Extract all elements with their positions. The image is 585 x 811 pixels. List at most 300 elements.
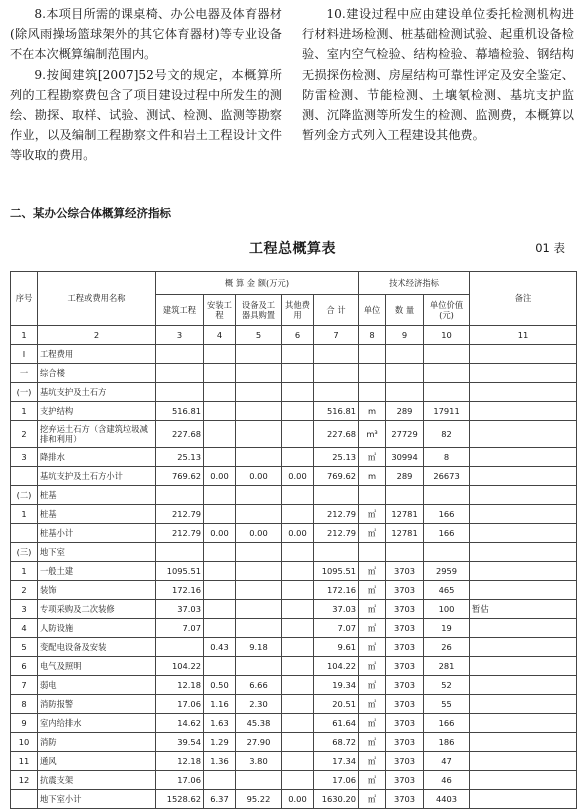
row-name: 一般土建 — [38, 562, 156, 581]
row-equip: 0.00 — [236, 524, 282, 543]
row-unit-price: 26673 — [424, 467, 470, 486]
row-unit-price: 47 — [424, 752, 470, 771]
table-row — [11, 505, 577, 524]
row-seq — [11, 467, 38, 486]
row-unit-price: 52 — [424, 676, 470, 695]
left-column — [10, 4, 282, 166]
row-total: 7.07 — [314, 619, 359, 638]
row-equip: 27.90 — [236, 733, 282, 752]
row-qty — [386, 383, 424, 402]
row-seq: 1 — [11, 562, 38, 581]
row-other — [282, 562, 314, 581]
row-qty — [386, 345, 424, 364]
column-number-row — [11, 326, 577, 345]
row-unit: ㎡ — [359, 562, 386, 581]
row-install — [204, 345, 236, 364]
row-name: 基坑支护及土石方 — [38, 383, 156, 402]
row-build: 104.22 — [156, 657, 204, 676]
row-qty: 3703 — [386, 581, 424, 600]
row-total: 17.06 — [314, 771, 359, 790]
row-install — [204, 657, 236, 676]
col-number: 11 — [470, 326, 577, 345]
row-total — [314, 486, 359, 505]
table-row — [11, 345, 577, 364]
row-unit-price: 19 — [424, 619, 470, 638]
row-equip — [236, 771, 282, 790]
row-unit — [359, 345, 386, 364]
row-remark — [470, 383, 577, 402]
row-other — [282, 600, 314, 619]
col-number: 1 — [11, 326, 38, 345]
row-install — [204, 486, 236, 505]
row-equip — [236, 543, 282, 562]
right-column — [302, 4, 574, 145]
header-amount-group: 概 算 金 额(万元) — [156, 272, 359, 295]
row-name: 降排水 — [38, 448, 156, 467]
row-seq: 1 — [11, 402, 38, 421]
row-equip — [236, 657, 282, 676]
row-total: 9.61 — [314, 638, 359, 657]
row-other — [282, 345, 314, 364]
table-row — [11, 364, 577, 383]
row-build: 17.06 — [156, 695, 204, 714]
row-qty: 289 — [386, 402, 424, 421]
row-qty: 3703 — [386, 562, 424, 581]
table-row — [11, 562, 577, 581]
table-row — [11, 543, 577, 562]
table-row — [11, 657, 577, 676]
row-name: 挖弃运土石方（含建筑垃圾减排和利用） — [38, 421, 156, 448]
row-seq: 2 — [11, 421, 38, 448]
row-install — [204, 619, 236, 638]
row-seq: 一 — [11, 364, 38, 383]
row-total: 61.64 — [314, 714, 359, 733]
row-remark — [470, 467, 577, 486]
row-total: 212.79 — [314, 524, 359, 543]
col-number: 9 — [386, 326, 424, 345]
row-install — [204, 421, 236, 448]
table-row — [11, 421, 577, 448]
row-qty — [386, 543, 424, 562]
row-unit: ㎡ — [359, 695, 386, 714]
row-build — [156, 383, 204, 402]
row-build: 12.18 — [156, 676, 204, 695]
row-build — [156, 364, 204, 383]
row-install — [204, 448, 236, 467]
table-row — [11, 524, 577, 543]
table-row — [11, 714, 577, 733]
row-total — [314, 364, 359, 383]
row-seq: 4 — [11, 619, 38, 638]
header-build: 建筑工程 — [156, 295, 204, 326]
section-title: 二、某办公综合体概算经济指标 — [10, 206, 171, 220]
row-seq: 1 — [11, 505, 38, 524]
row-unit — [359, 543, 386, 562]
row-unit: ㎡ — [359, 524, 386, 543]
row-seq: 3 — [11, 600, 38, 619]
row-equip — [236, 345, 282, 364]
table-row — [11, 402, 577, 421]
row-qty: 3703 — [386, 619, 424, 638]
row-qty: 3703 — [386, 600, 424, 619]
row-unit-price: 4403 — [424, 790, 470, 809]
row-total — [314, 383, 359, 402]
row-remark — [470, 695, 577, 714]
row-equip — [236, 402, 282, 421]
row-unit-price: 55 — [424, 695, 470, 714]
row-unit-price: 2959 — [424, 562, 470, 581]
row-build: 1528.62 — [156, 790, 204, 809]
row-total: 227.68 — [314, 421, 359, 448]
estimate-table — [10, 271, 577, 809]
row-name: 电气及照明 — [38, 657, 156, 676]
row-qty: 12781 — [386, 505, 424, 524]
paragraph-9: 9.按闽建筑[2007]52号文的规定，本概算所列的工程勘察费包含了项目建设过程中所发生的测绘、勘探、取样、试验、测试、检测、监测等勘察作业，以及编制工程勘察文件和岩土工程设计文件等收取的费用。 — [10, 67, 282, 163]
row-unit-price: 186 — [424, 733, 470, 752]
row-unit-price — [424, 486, 470, 505]
row-unit-price: 166 — [424, 524, 470, 543]
row-build — [156, 638, 204, 657]
row-qty: 3703 — [386, 752, 424, 771]
row-name: 支护结构 — [38, 402, 156, 421]
row-remark — [470, 771, 577, 790]
row-name: 桩基 — [38, 505, 156, 524]
col-number: 5 — [236, 326, 282, 345]
row-build — [156, 345, 204, 364]
row-other — [282, 733, 314, 752]
header-qty: 数 量 — [386, 295, 424, 326]
row-build: 39.54 — [156, 733, 204, 752]
row-total: 212.79 — [314, 505, 359, 524]
row-install — [204, 771, 236, 790]
row-equip — [236, 600, 282, 619]
row-equip: 2.30 — [236, 695, 282, 714]
row-total: 37.03 — [314, 600, 359, 619]
row-name: 消防 — [38, 733, 156, 752]
row-build — [156, 486, 204, 505]
row-build: 227.68 — [156, 421, 204, 448]
row-remark — [470, 619, 577, 638]
row-equip — [236, 383, 282, 402]
row-unit: m³ — [359, 421, 386, 448]
row-remark — [470, 657, 577, 676]
row-qty: 3703 — [386, 638, 424, 657]
row-build: 7.07 — [156, 619, 204, 638]
row-unit-price: 17911 — [424, 402, 470, 421]
row-qty: 3703 — [386, 676, 424, 695]
row-other — [282, 771, 314, 790]
paragraph-10: 10.建设过程中应由建设单位委托检测机构进行材料进场检测、桩基础检测试验、起重机设备检验、室内空气检验、结构检验、幕墙检验、钢结构无损探伤检测、房屋结构可靠性评定及安全鉴定、防雷检测、节能检测、土壤氡检测、基坑支护监测、沉降监测等所发生的检测、监测费，本概算以暂列金方式列入工程建设其他费。 — [302, 7, 574, 143]
row-unit: ㎡ — [359, 581, 386, 600]
row-unit-price: 8 — [424, 448, 470, 467]
row-qty: 3703 — [386, 733, 424, 752]
row-remark — [470, 790, 577, 809]
row-equip: 0.00 — [236, 467, 282, 486]
row-unit: ㎡ — [359, 752, 386, 771]
row-seq: 3 — [11, 448, 38, 467]
row-unit-price — [424, 543, 470, 562]
row-name: 抗震支架 — [38, 771, 156, 790]
row-install: 1.29 — [204, 733, 236, 752]
row-other — [282, 486, 314, 505]
row-remark — [470, 448, 577, 467]
row-unit-price: 465 — [424, 581, 470, 600]
row-remark — [470, 714, 577, 733]
row-seq: 5 — [11, 638, 38, 657]
row-unit-price: 82 — [424, 421, 470, 448]
row-remark — [470, 486, 577, 505]
row-unit: ㎡ — [359, 619, 386, 638]
header-install: 安装工程 — [204, 295, 236, 326]
row-qty — [386, 364, 424, 383]
row-total: 17.34 — [314, 752, 359, 771]
table-row — [11, 771, 577, 790]
row-unit-price: 281 — [424, 657, 470, 676]
intro-text — [10, 4, 576, 164]
row-seq: Ⅰ — [11, 345, 38, 364]
row-other — [282, 695, 314, 714]
row-remark — [470, 345, 577, 364]
row-equip: 6.66 — [236, 676, 282, 695]
row-build: 212.79 — [156, 524, 204, 543]
row-build: 25.13 — [156, 448, 204, 467]
row-unit: ㎡ — [359, 448, 386, 467]
row-seq: 6 — [11, 657, 38, 676]
row-unit: ㎡ — [359, 505, 386, 524]
row-seq: 2 — [11, 581, 38, 600]
row-remark — [470, 638, 577, 657]
table-row — [11, 600, 577, 619]
row-remark — [470, 402, 577, 421]
row-unit: ㎡ — [359, 657, 386, 676]
row-build: 14.62 — [156, 714, 204, 733]
row-other — [282, 402, 314, 421]
row-other — [282, 448, 314, 467]
row-qty: 12781 — [386, 524, 424, 543]
row-remark — [470, 676, 577, 695]
row-other — [282, 619, 314, 638]
row-total: 68.72 — [314, 733, 359, 752]
row-install — [204, 402, 236, 421]
row-build: 37.03 — [156, 600, 204, 619]
row-remark — [470, 543, 577, 562]
col-number: 8 — [359, 326, 386, 345]
row-unit: m — [359, 402, 386, 421]
row-seq — [11, 524, 38, 543]
row-build — [156, 543, 204, 562]
row-qty: 3703 — [386, 695, 424, 714]
row-unit: ㎡ — [359, 638, 386, 657]
header-tech-group: 技术经济指标 — [359, 272, 470, 295]
row-other — [282, 714, 314, 733]
row-seq: (二) — [11, 486, 38, 505]
row-build: 17.06 — [156, 771, 204, 790]
row-total: 1630.20 — [314, 790, 359, 809]
row-build: 12.18 — [156, 752, 204, 771]
header-unit: 单位 — [359, 295, 386, 326]
table-row — [11, 790, 577, 809]
row-total: 1095.51 — [314, 562, 359, 581]
col-number: 7 — [314, 326, 359, 345]
header-total: 合 计 — [314, 295, 359, 326]
table-row — [11, 581, 577, 600]
row-install — [204, 581, 236, 600]
row-equip: 3.80 — [236, 752, 282, 771]
row-equip: 45.38 — [236, 714, 282, 733]
row-unit: m — [359, 467, 386, 486]
row-other — [282, 657, 314, 676]
table-number: 01 表 — [535, 241, 565, 255]
header-name: 工程或费用名称 — [38, 272, 156, 326]
row-other: 0.00 — [282, 524, 314, 543]
row-unit: ㎡ — [359, 790, 386, 809]
row-remark — [470, 581, 577, 600]
header-remark: 备注 — [470, 272, 577, 326]
row-name: 基坑支护及土石方小计 — [38, 467, 156, 486]
table-row — [11, 383, 577, 402]
col-number: 2 — [38, 326, 156, 345]
row-other — [282, 752, 314, 771]
row-install: 0.43 — [204, 638, 236, 657]
row-total: 769.62 — [314, 467, 359, 486]
row-unit-price — [424, 364, 470, 383]
row-seq: 11 — [11, 752, 38, 771]
row-name: 综合楼 — [38, 364, 156, 383]
header-seq: 序号 — [11, 272, 38, 326]
row-seq: (一) — [11, 383, 38, 402]
row-equip — [236, 619, 282, 638]
row-install — [204, 364, 236, 383]
row-unit: ㎡ — [359, 733, 386, 752]
row-name: 桩基 — [38, 486, 156, 505]
row-other: 0.00 — [282, 790, 314, 809]
row-remark — [470, 421, 577, 448]
row-unit-price: 166 — [424, 505, 470, 524]
row-total — [314, 543, 359, 562]
row-unit-price: 26 — [424, 638, 470, 657]
row-total: 172.16 — [314, 581, 359, 600]
row-equip: 95.22 — [236, 790, 282, 809]
row-unit-price: 100 — [424, 600, 470, 619]
row-seq: (三) — [11, 543, 38, 562]
row-unit: ㎡ — [359, 676, 386, 695]
row-name: 装饰 — [38, 581, 156, 600]
row-remark: 暂估 — [470, 600, 577, 619]
col-number: 10 — [424, 326, 470, 345]
row-unit-price — [424, 383, 470, 402]
table-row — [11, 467, 577, 486]
row-name: 工程费用 — [38, 345, 156, 364]
row-unit: ㎡ — [359, 714, 386, 733]
row-total: 104.22 — [314, 657, 359, 676]
row-remark — [470, 562, 577, 581]
row-other — [282, 421, 314, 448]
row-other — [282, 543, 314, 562]
row-unit: ㎡ — [359, 771, 386, 790]
row-qty: 27729 — [386, 421, 424, 448]
table-row — [11, 638, 577, 657]
row-equip — [236, 421, 282, 448]
row-other — [282, 676, 314, 695]
header-other: 其他费用 — [282, 295, 314, 326]
row-name: 消防报警 — [38, 695, 156, 714]
row-unit — [359, 486, 386, 505]
row-equip — [236, 581, 282, 600]
row-other: 0.00 — [282, 467, 314, 486]
row-equip: 9.18 — [236, 638, 282, 657]
row-other — [282, 383, 314, 402]
row-install: 0.00 — [204, 524, 236, 543]
row-install — [204, 600, 236, 619]
row-other — [282, 364, 314, 383]
row-install: 0.00 — [204, 467, 236, 486]
row-seq: 10 — [11, 733, 38, 752]
row-qty — [386, 486, 424, 505]
row-qty: 30994 — [386, 448, 424, 467]
row-qty: 3703 — [386, 771, 424, 790]
row-qty: 3703 — [386, 790, 424, 809]
row-seq: 9 — [11, 714, 38, 733]
row-name: 室内给排水 — [38, 714, 156, 733]
row-qty: 289 — [386, 467, 424, 486]
table-row — [11, 733, 577, 752]
col-number: 3 — [156, 326, 204, 345]
row-seq: 12 — [11, 771, 38, 790]
row-unit — [359, 383, 386, 402]
row-unit-price: 166 — [424, 714, 470, 733]
row-qty: 3703 — [386, 714, 424, 733]
header-row-1 — [11, 272, 577, 295]
row-remark — [470, 752, 577, 771]
row-seq — [11, 790, 38, 809]
row-install: 1.63 — [204, 714, 236, 733]
table-row — [11, 486, 577, 505]
row-remark — [470, 364, 577, 383]
table-row — [11, 752, 577, 771]
row-build: 516.81 — [156, 402, 204, 421]
row-name: 地下室 — [38, 543, 156, 562]
row-unit-price — [424, 345, 470, 364]
row-unit — [359, 364, 386, 383]
row-name: 专项采购及二次装修 — [38, 600, 156, 619]
row-build: 172.16 — [156, 581, 204, 600]
row-total: 516.81 — [314, 402, 359, 421]
row-total: 19.34 — [314, 676, 359, 695]
table-row — [11, 695, 577, 714]
row-install: 1.36 — [204, 752, 236, 771]
row-install — [204, 505, 236, 524]
row-unit: ㎡ — [359, 600, 386, 619]
row-install — [204, 383, 236, 402]
col-number: 4 — [204, 326, 236, 345]
row-seq: 8 — [11, 695, 38, 714]
row-name: 桩基小计 — [38, 524, 156, 543]
row-seq: 7 — [11, 676, 38, 695]
row-total: 20.51 — [314, 695, 359, 714]
row-name: 人防设施 — [38, 619, 156, 638]
row-other — [282, 638, 314, 657]
row-unit-price: 46 — [424, 771, 470, 790]
row-name: 地下室小计 — [38, 790, 156, 809]
row-install — [204, 562, 236, 581]
row-equip — [236, 505, 282, 524]
row-install: 1.16 — [204, 695, 236, 714]
row-equip — [236, 448, 282, 467]
row-equip — [236, 486, 282, 505]
row-total: 25.13 — [314, 448, 359, 467]
row-build: 769.62 — [156, 467, 204, 486]
header-equip: 设备及工器具购置 — [236, 295, 282, 326]
